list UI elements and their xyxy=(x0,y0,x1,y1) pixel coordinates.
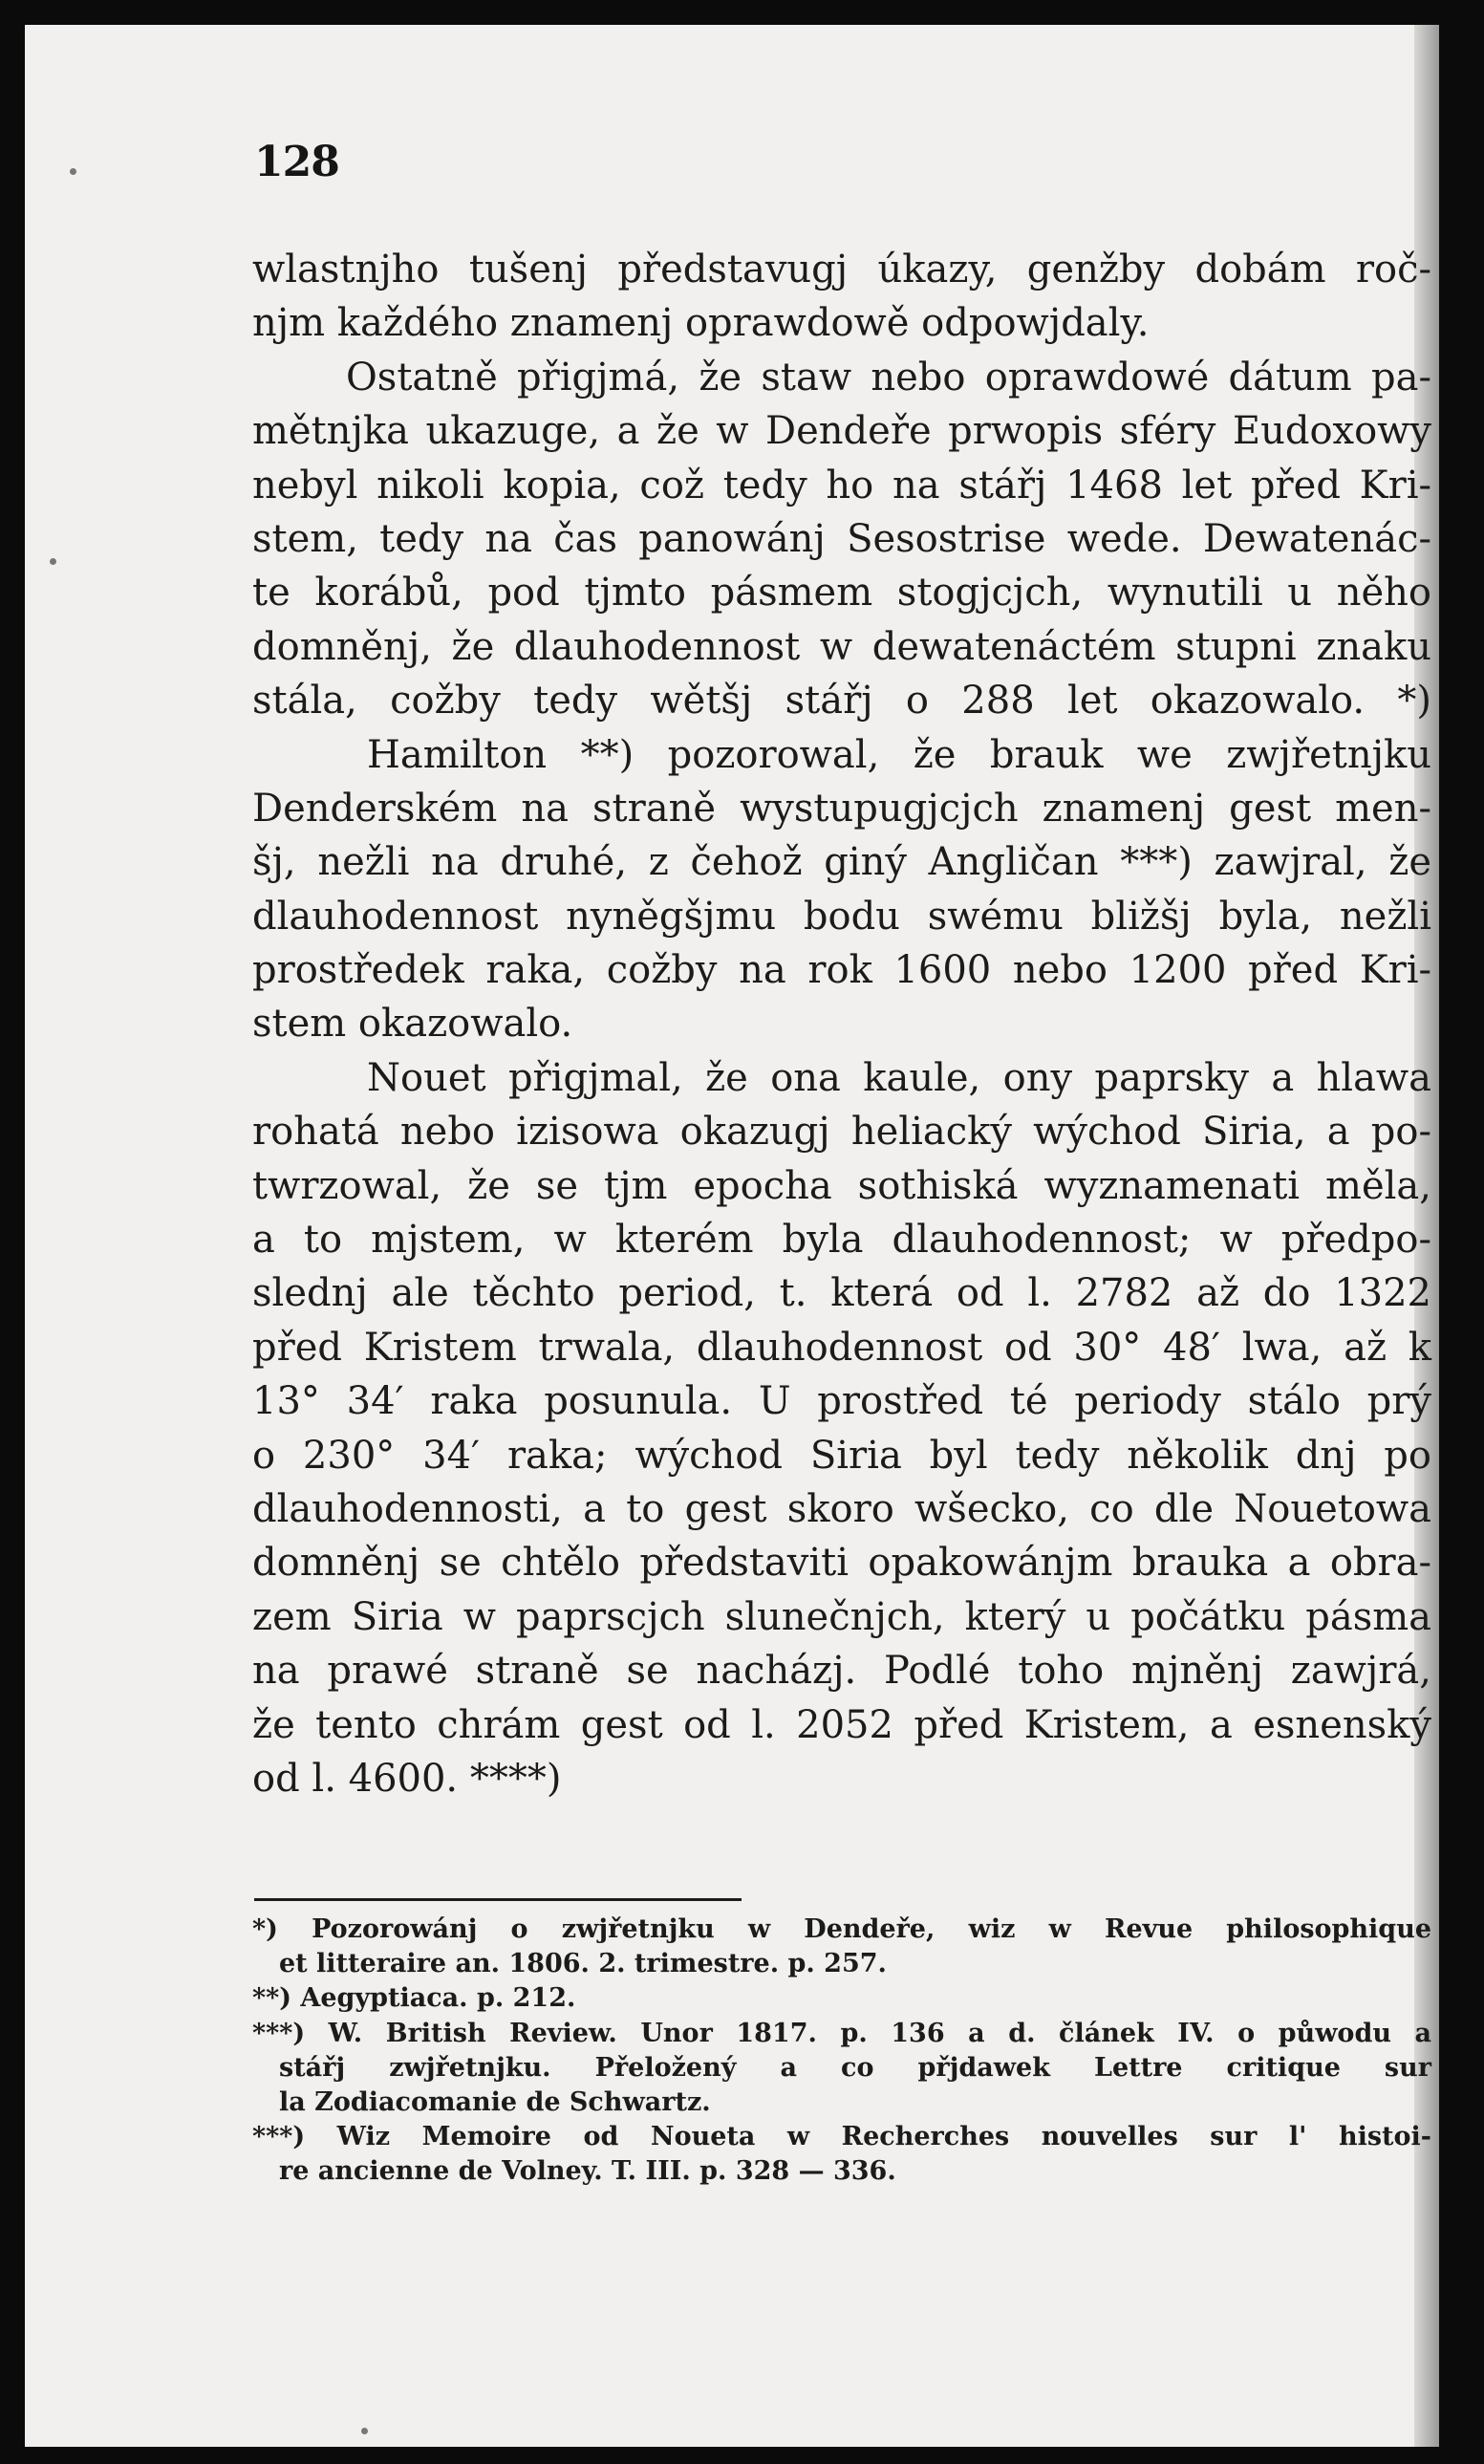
scanned-page xyxy=(25,25,1439,2447)
footnote-line: stářj zwjřetnjku. Přeložený a co přjdawek Lettre critique sur xyxy=(279,2052,1431,2083)
body-line: Nouet přigjmal, že ona kaule, ony paprsky a hlawa xyxy=(367,1055,1431,1100)
speck xyxy=(70,168,76,175)
body-text xyxy=(252,243,1431,1805)
body-line: slednj ale těchto period, t. která od l. 2782 až do 1322 xyxy=(252,1271,1431,1316)
body-line: dlauhodennosti, a to gest skoro wšecko, co dle Nouetowa xyxy=(252,1486,1431,1531)
body-line: mětnjka ukazuge, a že w Dendeře prwopis sféry Eudoxowy xyxy=(252,409,1431,454)
footnote-line: *) Pozorowánj o zwjřetnjku w Dendeře, wiz w Revue philosophique xyxy=(252,1914,1431,1944)
body-line: dlauhodennost nyněgšjmu bodu swému bližšj byla, nežli xyxy=(252,894,1431,939)
body-line: o 230° 34′ raka; wýchod Siria byl tedy několik dnj po xyxy=(252,1433,1431,1478)
speck xyxy=(50,558,56,565)
footnote-line: **) Aegyptiaca. p. 212. xyxy=(252,1983,576,2014)
body-line: prostředek raka, cožby na rok 1600 nebo 1200 před Kri- xyxy=(252,948,1431,993)
body-line: 13° 34′ raka posunula. U prostřed té periody stálo prý xyxy=(252,1379,1431,1424)
body-line: rohatá nebo izisowa okazugj heliacký wýchod Siria, a po- xyxy=(252,1110,1431,1155)
body-line: stem, tedy na čas panowánj Sesostrise wede. Dewatenác- xyxy=(252,516,1431,561)
body-line: stála, cožby tedy wětšj stářj o 288 let okazowalo. *) xyxy=(252,679,1431,724)
body-line: šj, nežli na druhé, z čehož giný Angličan ***) zawjral, že xyxy=(252,840,1431,885)
footnotes xyxy=(252,1913,1431,2190)
footnote-line: la Zodiacomanie de Schwartz. xyxy=(279,2086,711,2117)
footnote-line: ***) W. British Review. Unor 1817. p. 136 a d. článek IV. o půwodu a xyxy=(252,2018,1431,2048)
body-line: zem Siria w paprscjch slunečnjch, který u počátku pásma xyxy=(252,1594,1431,1639)
body-line: na prawé straně se nacházj. Podlé toho mjněnj zawjrá, xyxy=(252,1649,1431,1694)
body-line: domněnj se chtělo představiti opakowánjm brauka a obra- xyxy=(252,1541,1431,1586)
speck xyxy=(361,2428,368,2434)
body-line: nebyl nikoli kopia, což tedy ho na stářj 1468 let před Kri- xyxy=(252,463,1431,508)
body-line: stem okazowalo. xyxy=(252,1002,573,1047)
footnote-line: et litteraire an. 1806. 2. trimestre. p. 257. xyxy=(279,1949,887,1979)
footnote-line: ***) Wiz Memoire od Noueta w Recherches nouvelles sur l' histoi- xyxy=(252,2122,1431,2152)
body-line: a to mjstem, w kterém byla dlauhodennost; w předpo- xyxy=(252,1218,1431,1263)
footnote-line: re ancienne de Volney. T. III. p. 328 — 336. xyxy=(279,2156,896,2187)
body-line: twrzowal, že se tjm epocha sothiská wyznamenati měla, xyxy=(252,1163,1431,1208)
body-line: wlastnjho tušenj představugj úkazy, genžby dobám roč- xyxy=(252,248,1431,292)
body-line: Hamilton **) pozorowal, že brauk we zwjřetnjku xyxy=(367,732,1431,777)
body-line: Denderském na straně wystupugjcjch znamenj gest men- xyxy=(252,786,1431,831)
body-line: od l. 4600. ****) xyxy=(252,1756,562,1801)
body-line: njm každého znamenj oprawdowě odpowjdaly. xyxy=(252,301,1150,346)
body-line: před Kristem trwala, dlauhodennost od 30° 48′ lwa, až k xyxy=(252,1325,1431,1370)
body-line: Ostatně přigjmá, že staw nebo oprawdowé dátum pa- xyxy=(346,355,1431,400)
body-line: te korábů, pod tjmto pásmem stogjcjch, wynutili u něho xyxy=(252,571,1431,616)
footnote-divider xyxy=(254,1898,742,1901)
page-number: 128 xyxy=(254,138,339,186)
body-line: že tento chrám gest od l. 2052 před Kristem, a esnenský xyxy=(252,1702,1431,1747)
body-line: domněnj, že dlauhodennost w dewatenáctém stupni znaku xyxy=(252,624,1431,669)
